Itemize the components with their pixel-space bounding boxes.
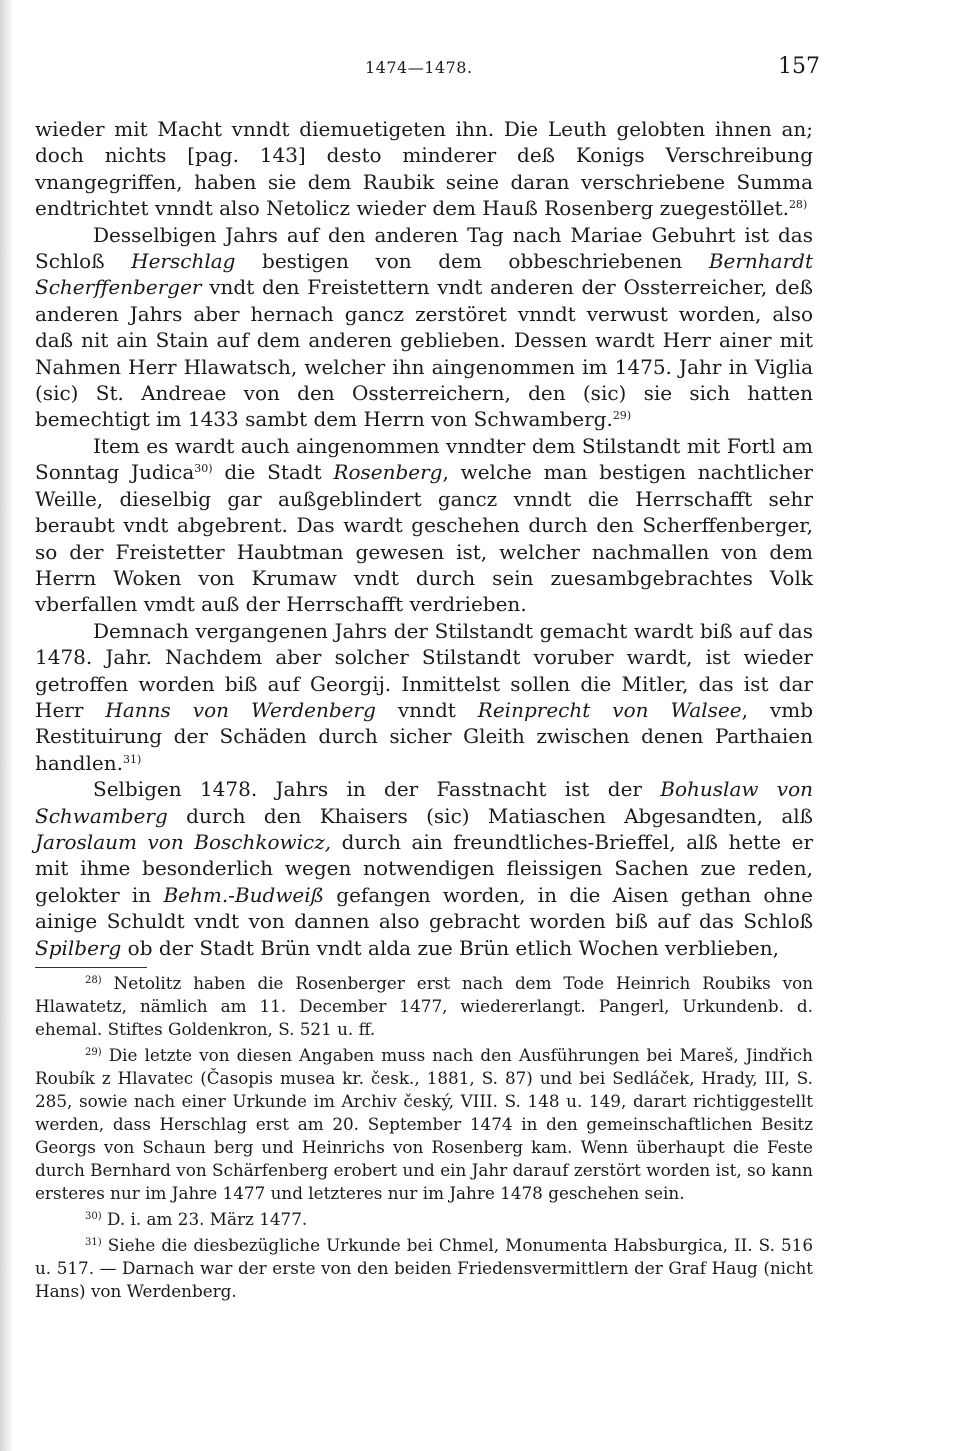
footnote-text: Siehe die diesbezügliche Urkunde bei Chmel, Monumenta Habsburgica, II. S. 516 u. 517. — Darnach war der erste von den beiden Friedensvermittlern der Graf Haug (nicht Hans) von Werdenberg. xyxy=(35,1235,813,1301)
footnote-ref-28: 28) xyxy=(788,198,808,212)
person-name-italic: Jaroslaum von Boschkowicz, xyxy=(35,829,332,854)
footnote-30 xyxy=(35,1208,813,1231)
text-run: vnndt xyxy=(375,697,478,722)
footnote-ref-number: 30 xyxy=(194,462,209,476)
footnote-mark: 29) xyxy=(85,1047,102,1058)
footnote-text: Die letzte von diesen Angaben muss nach den Ausführungen bei Mareš, Jindřich Roubík z Hlavatec (Časopis musea kr. česk., 1881, S. 87) und bei Sedláček, Hrady, III, S. 285, sowie nach einer Urkunde im Archiv český, VIII. S. 148 u. 149, darart richtiggestellt werden, dass Herschlag erst am 20. September 1474 in den gemeinschaftlichen Besitz Georgs von Schaun berg und Heinrichs von Rosenberg kam. Wenn überhaupt die Feste durch Bernhard von Schärfenberg erobert und ein Jahr darauf zerstört worden ist, so kann ersteres nur im Jahre 1477 und letzteres nur im Jahre 1478 geschehen sein. xyxy=(35,1045,813,1203)
footnote-mark: 30) xyxy=(85,1211,102,1222)
person-name-italic: Bernhardt Scherffenberger xyxy=(35,249,814,300)
place-name-italic: Herschlag xyxy=(131,249,236,274)
paragraph-4 xyxy=(35,618,813,776)
page-number: 157 xyxy=(778,54,820,79)
scan-edge-shadow xyxy=(0,0,14,1451)
paragraph-3 xyxy=(35,433,813,618)
footnote-text: D. i. am 23. März 1477. xyxy=(101,1209,308,1229)
footnote-mark: 31) xyxy=(85,1237,102,1248)
footnote-ref-number: 31 xyxy=(122,752,137,766)
text-run: wieder mit Macht vnndt diemuetigeten ihn. Die Leuth gelobten ihnen an; doch nichts [pag. 143] desto minderer deß Konigs Verschreibung vnangegriffen, haben sie dem Raubik seine daran verschriebene Summa endtrichtet vnndt also Netolicz wieder dem Hauß Rosenberg zuegestöllet. xyxy=(35,117,813,221)
footnote-ref-30: 30) xyxy=(194,462,213,476)
footnote-separator xyxy=(35,967,147,968)
text-run: durch den Khaisers (sic) Matiaschen Abgesandten, alß xyxy=(167,803,813,828)
text-run: bestigen von dem obbeschriebenen xyxy=(235,249,709,274)
footnote-text: Netolitz haben die Rosenberger erst nach dem Tode Heinrich Roubiks von Hlawatetz, nämlich am 11. December 1477, wiedererlangt. Pangerl, Urkundenb. d. ehemal. Stiftes Goldenkron, S. 521 u. ff. xyxy=(35,973,813,1039)
person-name-italic: Reinprecht von Walsee xyxy=(477,697,742,722)
text-run: die Stadt xyxy=(212,460,334,485)
footnote-ref-31: 31) xyxy=(122,752,142,766)
footnote-ref-number: 29 xyxy=(612,409,627,423)
footnote-ref-29: 29) xyxy=(612,409,632,423)
footnote-28 xyxy=(35,972,813,1041)
person-name-italic: Bohuslaw von Schwamberg xyxy=(35,777,814,828)
place-name-italic: Rosenberg xyxy=(333,460,443,485)
footnote-29 xyxy=(35,1044,813,1205)
text-run: gefangen worden, in die Aisen gethan ohne ainige Schuldt vndt von dannen also gebracht worden biß auf das Schloß xyxy=(35,882,813,934)
person-name-italic: Hanns von Werdenberg xyxy=(105,697,376,722)
text-run: Item es wardt auch aingenommen vnndter dem Stilstandt mit Fortl am Sonntag Judica xyxy=(35,433,813,485)
paragraph-2 xyxy=(35,222,813,433)
text-run: , vmb Restituirung der Schäden durch sicher Gleith zwischen denen Parthaien handlen. xyxy=(35,697,814,775)
running-head xyxy=(0,54,960,88)
paragraph-1 xyxy=(35,116,813,222)
footnote-ref-number: 28 xyxy=(788,198,803,212)
text-run: Selbigen 1478. Jahrs in der Fasstnacht ist der xyxy=(93,777,661,802)
main-text xyxy=(35,116,813,961)
text-run: vndt den Freistettern vndt anderen der Ossterreicher, deß anderen Jahrs aber hernach gancz zerstöret vnndt verwust worden, also daß nit ain Stain auf dem anderen geblieben. Dessen wardt Herr ainer mit Nahmen Herr Hlawatsch, welcher ihn aingenommen im 1475. Jahr in Viglia (sic) St. Andreae von den Ossterreichern, den (sic) sie sich hatten bemechtigt im 1433 sambt dem Herrn von Schwamberg. xyxy=(35,275,813,432)
text-run: ob der Stadt Brün vndt alda zue Brün etlich Wochen verblieben, xyxy=(121,935,779,960)
footnote-mark: 28) xyxy=(85,975,102,986)
place-name-italic: Behm.-Budweiß xyxy=(163,882,325,907)
text-run: , welche man bestigen nachtlicher Weille, dieselbig gar außgeblindert gancz vnndt die Herrschafft sehr beraubt vndt abgebrent. Das wardt geschehen durch den Scherffenberger, so der Freistetter Haubtman gewesen ist, welcher nachmallen von dem Herrn Woken von Krumaw vndt durch sein zuesambgebrachtes Volk vberfallen vmdt auß der Herrschafft verdrieben. xyxy=(35,460,813,617)
footnote-31 xyxy=(35,1234,813,1303)
text-run: Demnach vergangenen Jahrs der Stilstandt gemacht wardt biß auf das 1478. Jahr. Nachdem aber solcher Stilstandt voruber wardt, ist wieder getroffen worden biß auf Georgij. Inmittelst sollen die Mitler, das ist dar Herr xyxy=(35,618,813,722)
text-run: Desselbigen Jahrs auf den anderen Tag nach Mariae Gebuhrt ist das Schloß xyxy=(35,222,813,274)
footnotes xyxy=(35,972,813,1306)
running-head-title: 1474—1478. xyxy=(365,58,473,77)
paragraph-5 xyxy=(35,776,813,961)
place-name-italic: Spilberg xyxy=(35,935,122,960)
text-run: durch ain freundtliches-Brieffel, alß hette er mit ihme besonderlich wegen notwendigen fleissigen Sachen zue reden, gelokter in xyxy=(35,829,813,907)
